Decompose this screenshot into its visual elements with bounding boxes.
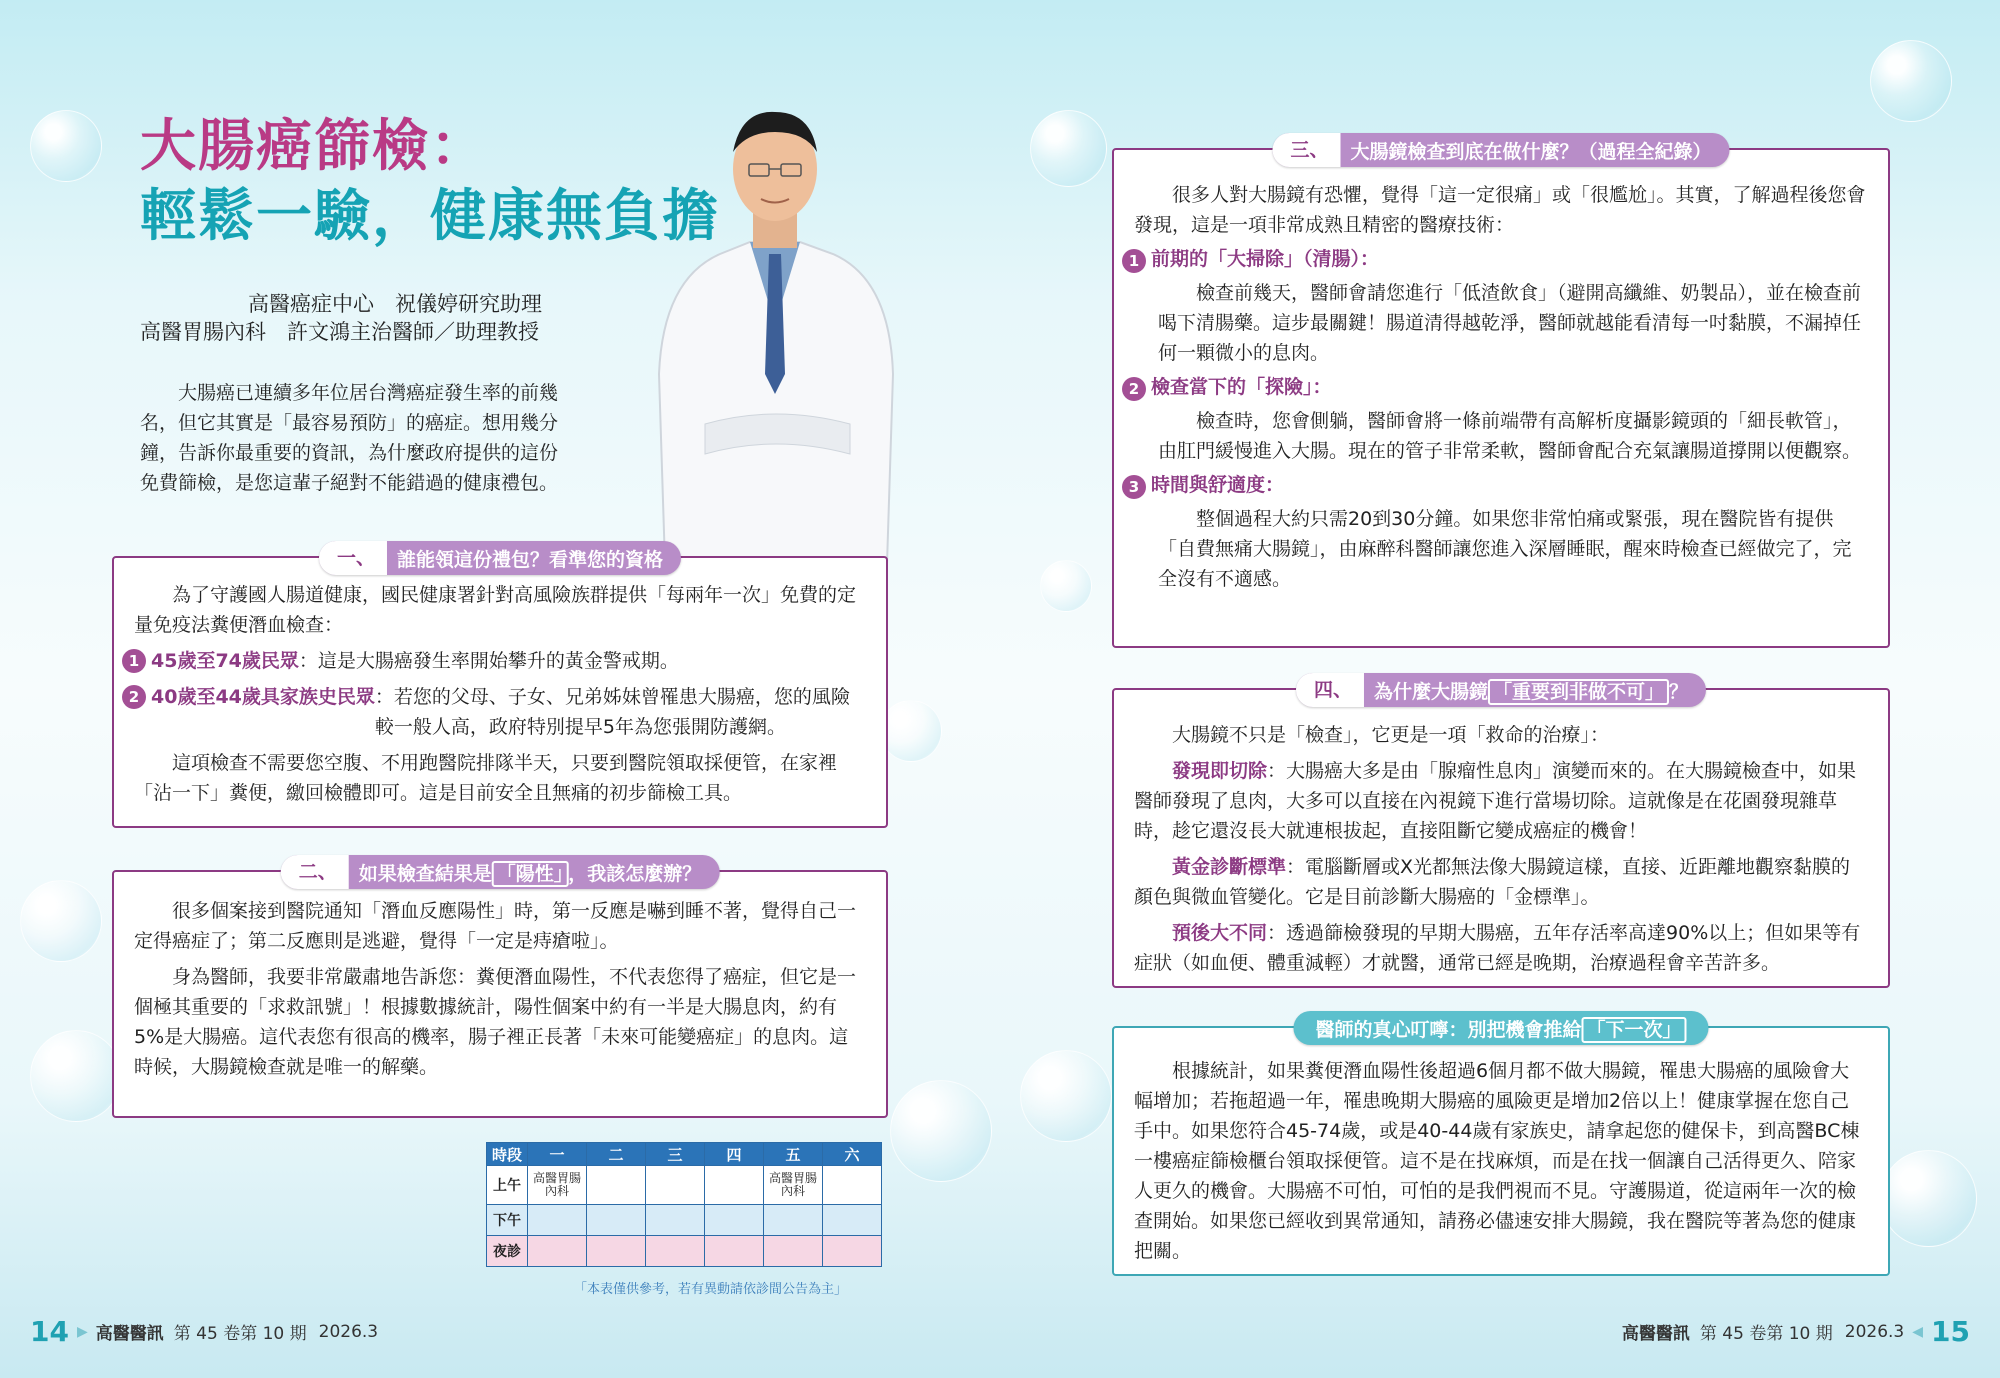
table-cell xyxy=(587,1236,646,1267)
section-5-heading xyxy=(1293,1011,1708,1045)
bubble-decoration xyxy=(30,1030,122,1122)
table-header: 二 xyxy=(587,1143,646,1166)
section-1-heading xyxy=(319,541,681,575)
bubble-decoration xyxy=(30,110,102,182)
table-header: 五 xyxy=(764,1143,823,1166)
section-4-box xyxy=(1112,679,1890,988)
paragraph: 整個過程大約只需20到30分鐘。如果您非常怕痛或緊張，現在醫院皆有提供「自費無痛大腸鏡」，由麻醉科醫師讓您進入深層睡眠，醒來時檢查已經做完了，完全沒有不適感。 xyxy=(1158,508,1852,590)
table-cell xyxy=(587,1205,646,1236)
paragraph: 很多人對大腸鏡有恐懼，覺得「這一定很痛」或「很尷尬」。其實，了解過程後您會發現，這是一項非常成熟且精密的醫療技術： xyxy=(1134,184,1866,236)
author-line1: 高醫癌症中心 祝儀婷研究助理 xyxy=(248,292,542,316)
bubble-decoration xyxy=(890,1080,992,1182)
journal-volume: 第 45 卷第 10 期 xyxy=(173,1324,307,1344)
list-item xyxy=(128,682,866,742)
table-cell: 高醫胃腸內科 xyxy=(764,1166,823,1205)
list-item xyxy=(128,646,866,676)
bubble-decoration xyxy=(1020,1050,1112,1142)
table-cell xyxy=(823,1236,882,1267)
paragraph: 為了守護國人腸道健康，國民健康署針對高風險族群提供「每兩年一次」免費的定量免疫法糞便潛血檢查： xyxy=(134,584,857,636)
row-label: 夜診 xyxy=(487,1236,528,1267)
number-circle-icon: 3 xyxy=(1122,475,1146,499)
paragraph: 檢查前幾天，醫師會請您進行「低渣飲食」（避開高纖維、奶製品），並在檢查前喝下清腸藥。這步最關鍵！腸道清得越乾淨，醫師就越能看清每一吋黏膜，不漏掉任何一顆微小的息肉。 xyxy=(1158,282,1862,364)
section-title: 誰能領這份禮包？看準您的資格 xyxy=(397,548,664,571)
section-title: 為什麼大腸鏡 「重要到非做不可」 ？ xyxy=(1373,680,1689,703)
table-cell xyxy=(528,1205,587,1236)
doctor-portrait xyxy=(645,74,905,564)
item-label: 40歲至44歲具家族史民眾 xyxy=(151,686,375,708)
table-cell xyxy=(823,1205,882,1236)
triangle-marker-icon: ◀ xyxy=(1912,1323,1924,1340)
journal-volume: 第 45 卷第 10 期 xyxy=(1699,1324,1833,1344)
table-header: 六 xyxy=(823,1143,882,1166)
table-header: 四 xyxy=(705,1143,764,1166)
clinic-schedule-table xyxy=(486,1142,882,1267)
intro-paragraph: 大腸癌已連續多年位居台灣癌症發生率的前幾名，但它其實是「最容易預防」的癌症。想用幾分鐘，告訴你最重要的資訊，為什麼政府提供的這份免費篩檢，是您這輩子絕對不能錯過的健康禮包。 xyxy=(140,382,559,494)
author-line2: 高醫胃腸內科 許文鴻主治醫師／助理教授 xyxy=(140,320,539,344)
item-text: ：這是大腸癌發生率開始攀升的黃金警戒期。 xyxy=(298,650,679,672)
section-3-box xyxy=(1112,139,1890,648)
section-number: 三、 xyxy=(1272,133,1340,167)
paragraph: 身為醫師，我要非常嚴肅地告訴您：糞便潛血陽性，不代表您得了癌症，但它是一個極其重要的「求救訊號」！根據數據統計，陽性個案中約有一半是大腸息肉，約有5%是大腸癌。這代表您有很高的機率，腸子裡正長著「未來可能變癌症」的息肉。這時候，大腸鏡檢查就是唯一的解藥。 xyxy=(134,966,857,1078)
article-title-line2: 輕鬆一驗，健康無負擔 xyxy=(140,184,720,249)
section-2-box xyxy=(112,861,888,1118)
row-label: 上午 xyxy=(487,1166,528,1205)
footer xyxy=(30,1315,378,1348)
bubble-decoration xyxy=(880,700,942,762)
journal-name: 高醫醫訊 xyxy=(95,1324,164,1344)
bubble-decoration xyxy=(1880,1150,1977,1247)
section-number: 四、 xyxy=(1296,673,1364,707)
table-cell: 高醫胃腸內科 xyxy=(528,1166,587,1205)
footer xyxy=(1622,1315,1970,1348)
row-label: 下午 xyxy=(487,1205,528,1236)
paragraph: 大腸鏡不只是「檢查」，它更是一項「救命的治療」： xyxy=(1172,724,1610,746)
table-cell xyxy=(705,1236,764,1267)
number-circle-icon: 1 xyxy=(1122,249,1146,273)
paragraph: 很多個案接到醫院通知「潛血反應陽性」時，第一反應是嚇到睡不著，覺得自己一定得癌症了；第二反應則是逃避，覺得「一定是痔瘡啦」。 xyxy=(134,900,857,952)
table-cell xyxy=(587,1166,646,1205)
bubble-decoration xyxy=(1040,560,1092,612)
table-cell xyxy=(764,1236,823,1267)
subheading: 1 前期的「大掃除」（清腸）： xyxy=(1122,244,1868,274)
bubble-decoration xyxy=(1030,110,1107,187)
table-cell xyxy=(646,1236,705,1267)
paragraph: 預後大不同：透過篩檢發現的早期大腸癌，五年存活率高達90%以上；但如果等有症狀（如血便、體重減輕）才就醫，通常已經是晚期，治療過程會辛苦許多。 xyxy=(1134,922,1861,974)
table-cell xyxy=(705,1205,764,1236)
paragraph: 根據統計，如果糞便潛血陽性後超過6個月都不做大腸鏡，罹患大腸癌的風險會大幅增加；若拖超過一年，罹患晚期大腸癌的風險更是增加2倍以上！健康掌握在您自己手中。如果您符合45-74歲，或是40-44歲有家族史，請拿起您的健保卡，到高醫BC棟一樓癌症篩檢櫃台領取採便管。這不是在找麻煩，而是在找一個讓自己活得更久、陪家人更久的機會。大腸癌不可怕，可怕的是我們視而不見。守護腸道，從這兩年一次的檢查開始。如果您已經收到異常通知，請務必儘速安排大腸鏡，我在醫院等著為您的健康把關。 xyxy=(1134,1060,1860,1262)
section-number: 一、 xyxy=(319,541,387,575)
number-circle-icon: 1 xyxy=(122,649,146,673)
table-cell xyxy=(528,1236,587,1267)
journal-date: 2026.3 xyxy=(318,1321,379,1342)
table-header: 一 xyxy=(528,1143,587,1166)
section-3-heading xyxy=(1272,133,1729,167)
table-cell xyxy=(646,1205,705,1236)
section-number: 二、 xyxy=(281,855,349,889)
subheading: 2 檢查當下的「探險」： xyxy=(1122,372,1868,402)
section-title: 大腸鏡檢查到底在做什麼？（過程全紀錄） xyxy=(1350,140,1712,163)
right-page xyxy=(1000,0,2000,1378)
table-cell xyxy=(705,1166,764,1205)
subheading: 3 時間與舒適度： xyxy=(1122,470,1868,500)
paragraph: 檢查時，您會側躺，醫師會將一條前端帶有高解析度攝影鏡頭的「細長軟管」，由肛門緩慢進入大腸。現在的管子非常柔軟，醫師會配合充氣讓腸道撐開以便觀察。 xyxy=(1158,410,1862,462)
table-cell xyxy=(823,1166,882,1205)
article-title-line1: 大腸癌篩檢： xyxy=(140,114,488,179)
paragraph: 黃金診斷標準：電腦斷層或X光都無法像大腸鏡這樣，直接、近距離地觀察黏膜的顏色與微血管變化。它是目前診斷大腸癌的「金標準」。 xyxy=(1134,856,1851,908)
section-1-box xyxy=(112,547,888,828)
table-cell xyxy=(646,1166,705,1205)
section-2-heading xyxy=(281,855,720,889)
number-circle-icon: 2 xyxy=(122,685,146,709)
paragraph: 發現即切除：大腸癌大多是由「腺瘤性息肉」演變而來的。在大腸鏡檢查中，如果醫師發現了息肉，大多可以直接在內視鏡下進行當場切除。這就像是在花園發現雜草時，趁它還沒長大就連根拔起，直接阻斷它變成癌症的機會！ xyxy=(1134,760,1857,842)
item-label: 45歲至74歲民眾 xyxy=(151,650,299,672)
page-number: 15 xyxy=(1931,1315,1970,1348)
section-5-box xyxy=(1112,1018,1890,1276)
journal-name: 高醫醫訊 xyxy=(1621,1324,1690,1344)
bubble-decoration xyxy=(1870,40,1952,122)
table-header: 三 xyxy=(646,1143,705,1166)
item-text: ：若您的父母、子女、兄弟姊妹曾罹患大腸癌，您的風險較一般人高，政府特別提早5年為您張開防護網。 xyxy=(374,686,850,738)
section-4-heading xyxy=(1296,673,1706,707)
page-number: 14 xyxy=(30,1315,69,1348)
section-title: 醫師的真心叮嚀：別把機會推給 「下一次」 xyxy=(1315,1015,1686,1042)
table-cell xyxy=(764,1205,823,1236)
table-header: 時段 xyxy=(487,1143,528,1166)
schedule-note: 「本表僅供參考，若有異動請依診間公告為主」 xyxy=(574,1282,848,1297)
number-circle-icon: 2 xyxy=(1122,377,1146,401)
triangle-marker-icon: ▶ xyxy=(76,1323,88,1340)
section-title: 如果檢查結果是 「陽性」 ，我該怎麼辦？ xyxy=(358,862,702,885)
bubble-decoration xyxy=(20,880,102,962)
journal-date: 2026.3 xyxy=(1844,1321,1905,1342)
paragraph: 這項檢查不需要您空腹、不用跑醫院排隊半天，只要到醫院領取採便管，在家裡「沾一下」糞便，繳回檢體即可。這是目前安全且無痛的初步篩檢工具。 xyxy=(134,752,838,804)
